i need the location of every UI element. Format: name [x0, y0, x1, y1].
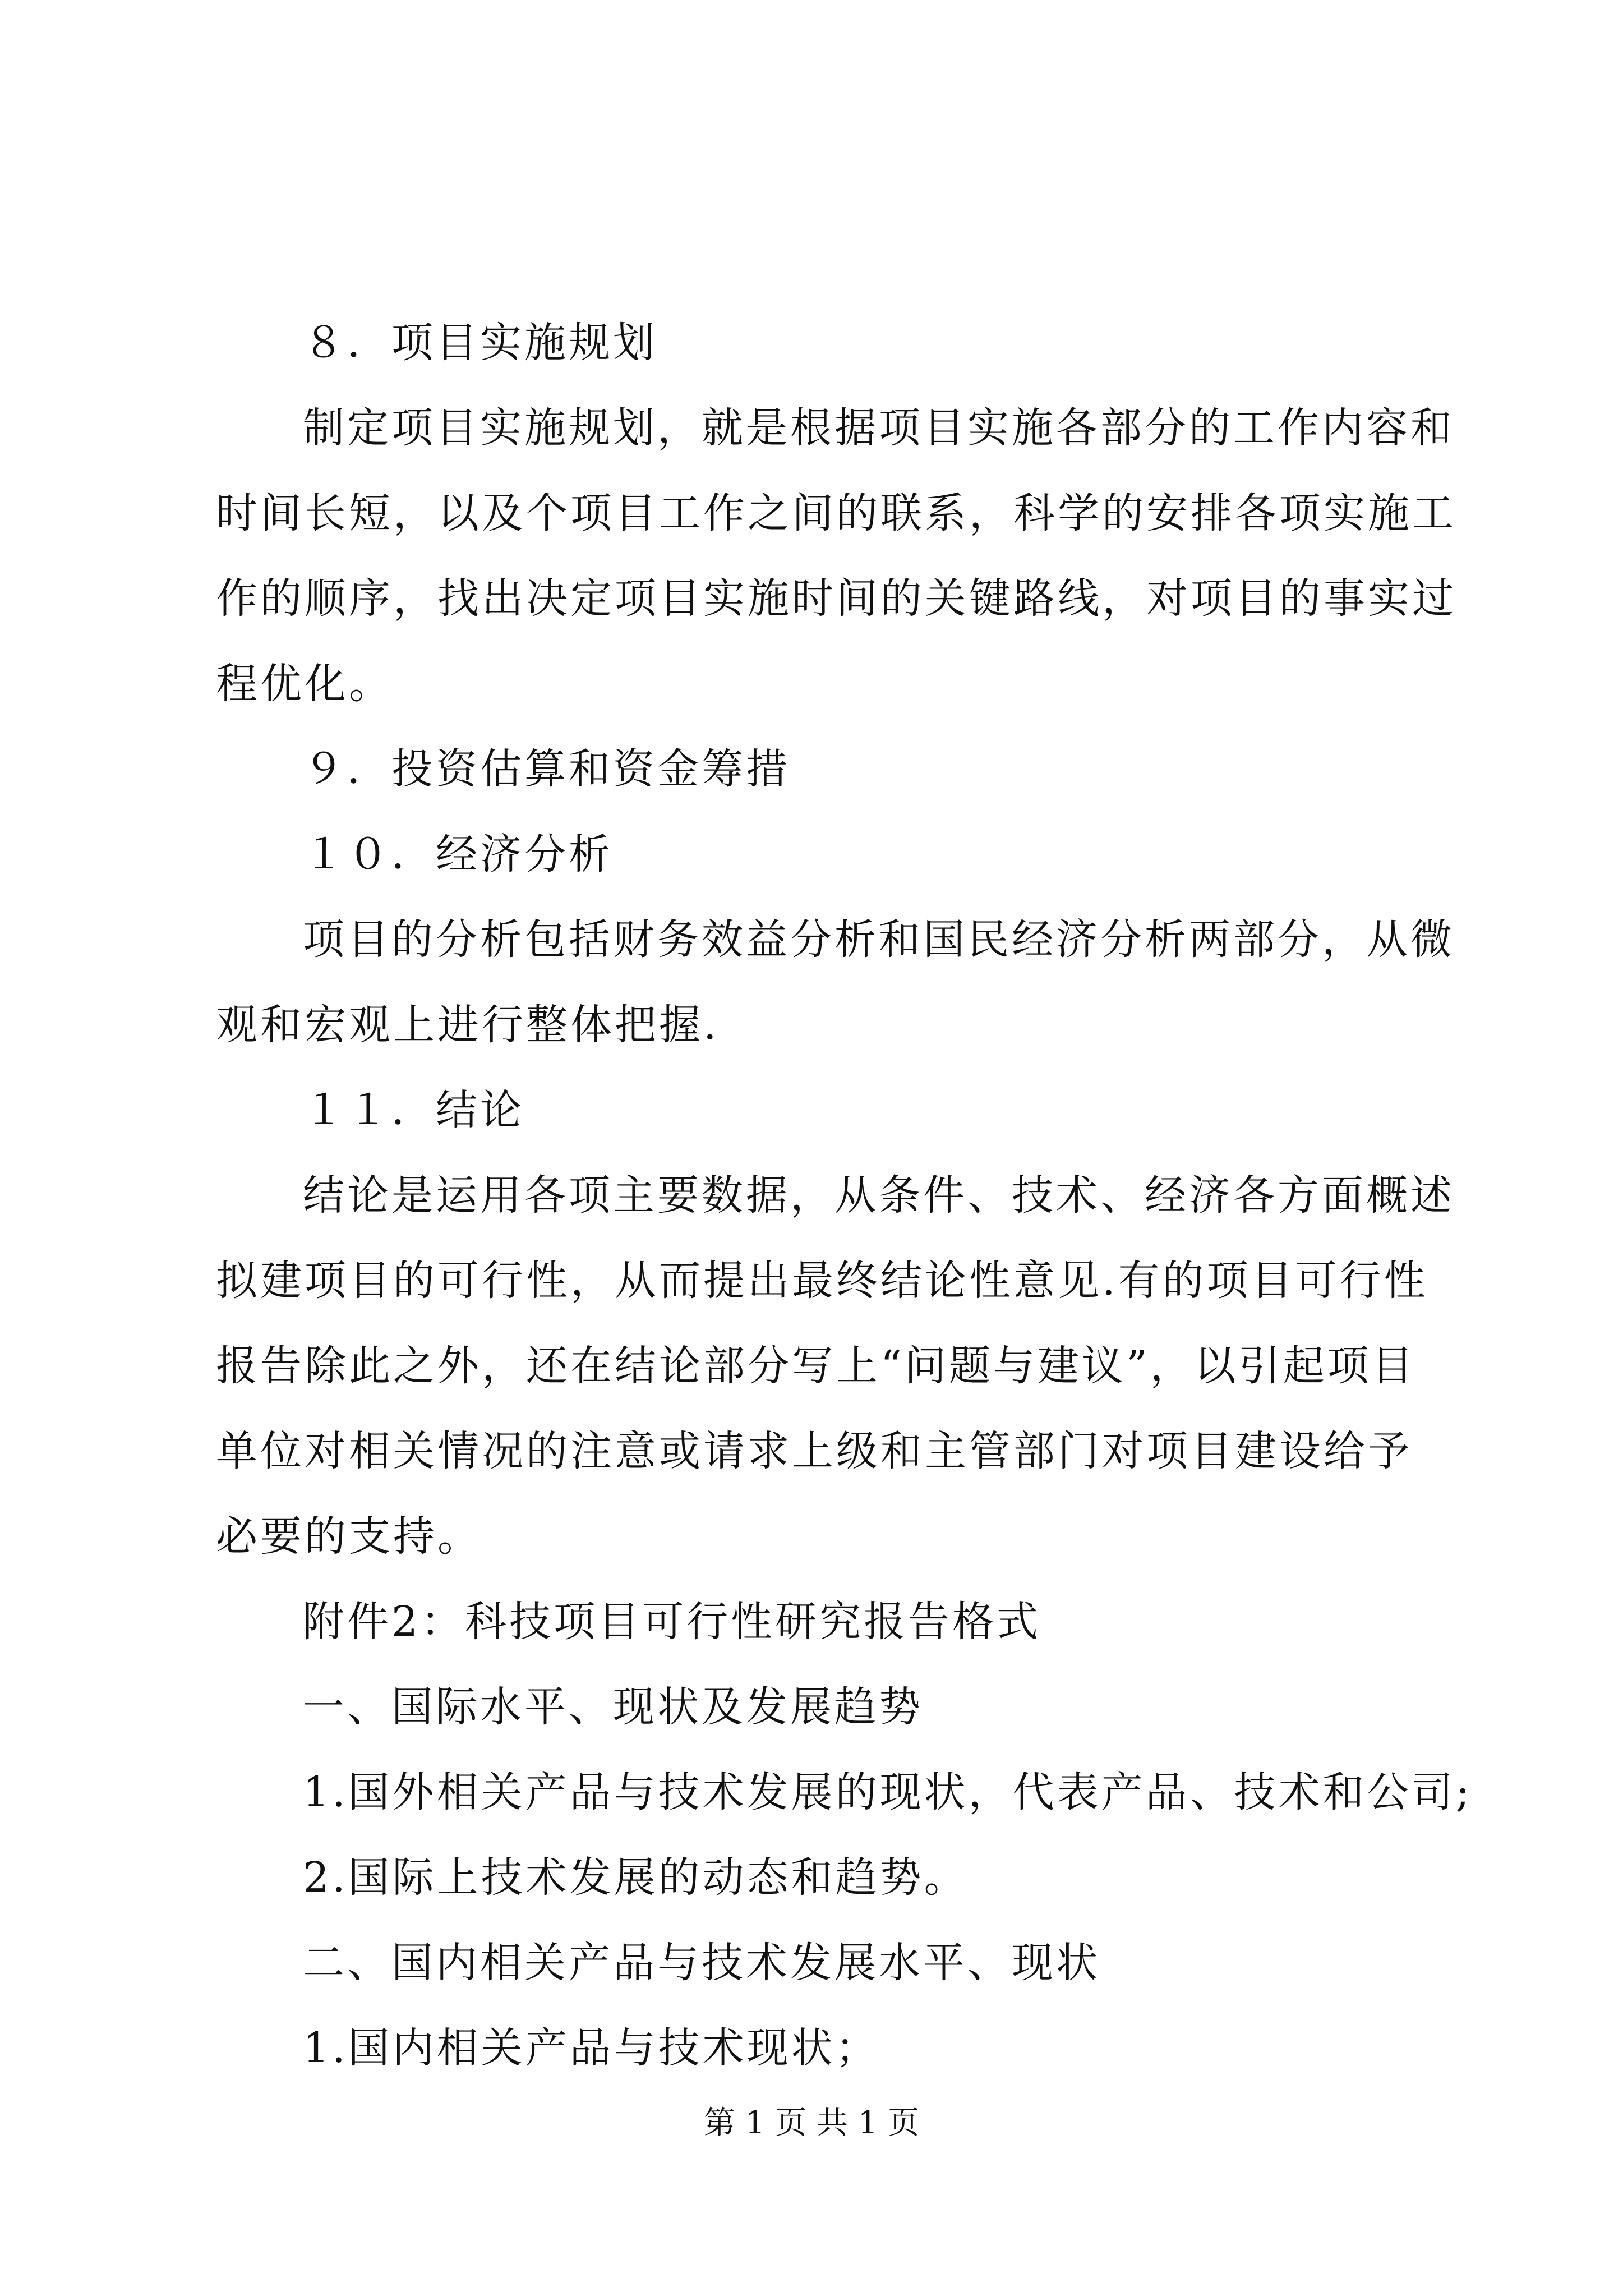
paragraph-line: 制定项目实施规划，就是根据项目实施各部分的工作内容和 [303, 404, 1455, 452]
paragraph-line: 必要的支持。 [216, 1512, 482, 1561]
paragraph-line: 观和宏观上进行整体把握. [216, 1001, 720, 1049]
appendix-title: 附件2：科技项目可行性研究报告格式 [303, 1598, 1041, 1646]
paragraph-line: 结论是运用各项主要数据，从条件、技术、经济各方面概述 [303, 1171, 1455, 1220]
section-heading-9: ９．投资估算和资金筹措 [303, 745, 790, 793]
outline-item: 1.国内相关产品与技术现状； [303, 2024, 880, 2072]
section-heading-10: １０．经济分析 [303, 830, 613, 878]
section-heading-11: １１．结论 [303, 1086, 524, 1134]
paragraph-line: 程优化。 [216, 660, 393, 708]
paragraph-line: 作的顺序，找出决定项目实施时间的关键路线，对项目的事实过 [216, 574, 1456, 623]
page-footer: 第 1 页 共 1 页 [703, 2105, 920, 2141]
paragraph-line: 项目的分析包括财务效益分析和国民经济分析两部分，从微 [303, 915, 1455, 964]
outline-item: 1.国外相关产品与技术发展的现状，代表产品、技术和公司; [303, 1768, 1473, 1816]
paragraph-line: 报告除此之外，还在结论部分写上“问题与建议”，以引起项目 [216, 1342, 1416, 1390]
paragraph-line: 单位对相关情况的注意或请求上级和主管部门对项目建设给予 [216, 1427, 1412, 1475]
outline-item: 2.国际上技术发展的动态和趋势。 [303, 1853, 969, 1902]
outline-heading-1: 一、国际水平、现状及发展趋势 [303, 1683, 923, 1731]
section-heading-8: ８．项目实施规划 [303, 319, 657, 367]
paragraph-line: 时间长短，以及个项目工作之间的联系，科学的安排各项实施工 [216, 489, 1456, 537]
paragraph-line: 拟建项目的可行性，从而提出最终结论性意见.有的项目可行性 [216, 1257, 1428, 1305]
outline-heading-2: 二、国内相关产品与技术发展水平、现状 [303, 1939, 1100, 1987]
document-body [216, 300, 1473, 2091]
